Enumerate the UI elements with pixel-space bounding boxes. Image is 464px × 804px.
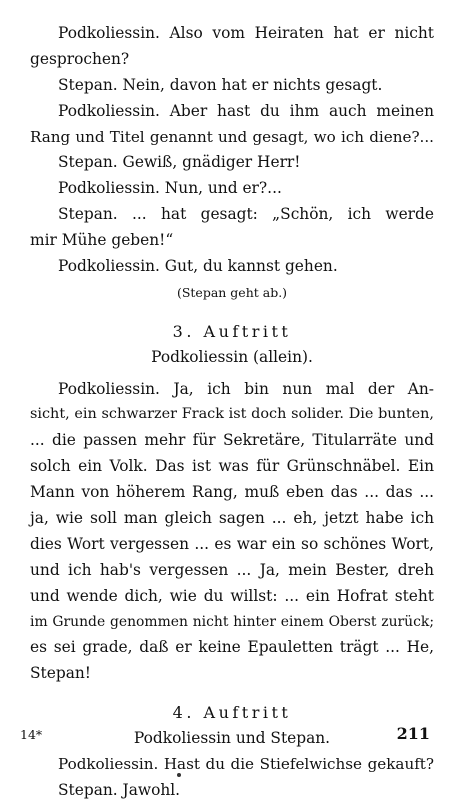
dialogue-line: Rang und Titel genannt und gesagt, wo ich diene?... <box>30 127 434 146</box>
scene-persons: Podkoliessin (allein). <box>151 347 313 366</box>
dialogue-line: gesprochen? <box>30 49 130 68</box>
dialogue-line: Podkoliessin. Aber hast du ihm auch meinen <box>58 101 434 120</box>
printer-signature: 14* <box>20 727 43 742</box>
monologue-line: dies Wort vergessen ... es war ein so schönes Wort, <box>30 534 434 553</box>
monologue-line: und ich hab's vergessen ... Ja, mein Bester, dreh <box>30 560 434 579</box>
dialogue-line: Stepan. Nein, davon hat er nichts gesagt. <box>58 75 383 94</box>
monologue-line: ... die passen mehr für Sekretäre, Titularräte und <box>30 431 434 450</box>
page-text <box>30 21 434 804</box>
monologue-line: Podkoliessin. Ja, ich bin nun mal der An- <box>58 379 434 398</box>
scene-heading <box>30 700 434 726</box>
page-number: 211 <box>396 724 430 743</box>
monologue-line: es sei grade, daß er keine Epauletten trägt ... He, <box>30 638 434 657</box>
monologue-line: solch ein Volk. Das ist was für Grünschnäbel. Ein <box>30 457 434 476</box>
monologue-line: Mann von höherem Rang, muß eben das ... das ... <box>30 483 434 502</box>
dialogue-line: Stepan. ... hat gesagt: „Schön, ich werde <box>58 205 434 224</box>
scene-persons: Podkoliessin und Stepan. <box>133 729 331 748</box>
dialogue-line: Podkoliessin. Nun, und er?... <box>58 179 282 198</box>
scene-heading <box>30 319 434 345</box>
monologue-line: Stepan! <box>30 664 91 683</box>
dialogue-line: Podkoliessin. Also vom Heiraten hat er nicht <box>58 24 434 42</box>
monologue-line: und wende dich, wie du willst: ... ein Hofrat steht <box>30 586 434 605</box>
monologue-line: ja, wie soll man gleich sagen ... eh, jetzt habe ich <box>30 509 434 528</box>
print-speck <box>177 773 181 777</box>
dialogue-line: Podkoliessin. Gut, du kannst gehen. <box>58 257 338 276</box>
dialogue-line: Stepan. Jawohl. <box>58 780 181 799</box>
monologue-line: im Grunde genommen nicht hinter einem Oberst zurück; <box>30 613 434 630</box>
scene-heading-text: 4. Auftritt <box>172 703 292 723</box>
monologue-line: sicht, ein schwarzer Frack ist doch solider. Die bunten, <box>30 406 434 423</box>
scene-heading-text: 3. Auftritt <box>172 321 292 341</box>
dialogue-line: Stepan. Gewiß, gnädiger Herr! <box>58 153 301 172</box>
dialogue-line: Podkoliessin. Hast du die Stiefelwichse gekauft? <box>58 755 434 774</box>
stage-direction: (Stepan geht ab.) <box>176 284 288 300</box>
dialogue-line: mir Mühe geben!“ <box>30 231 174 250</box>
